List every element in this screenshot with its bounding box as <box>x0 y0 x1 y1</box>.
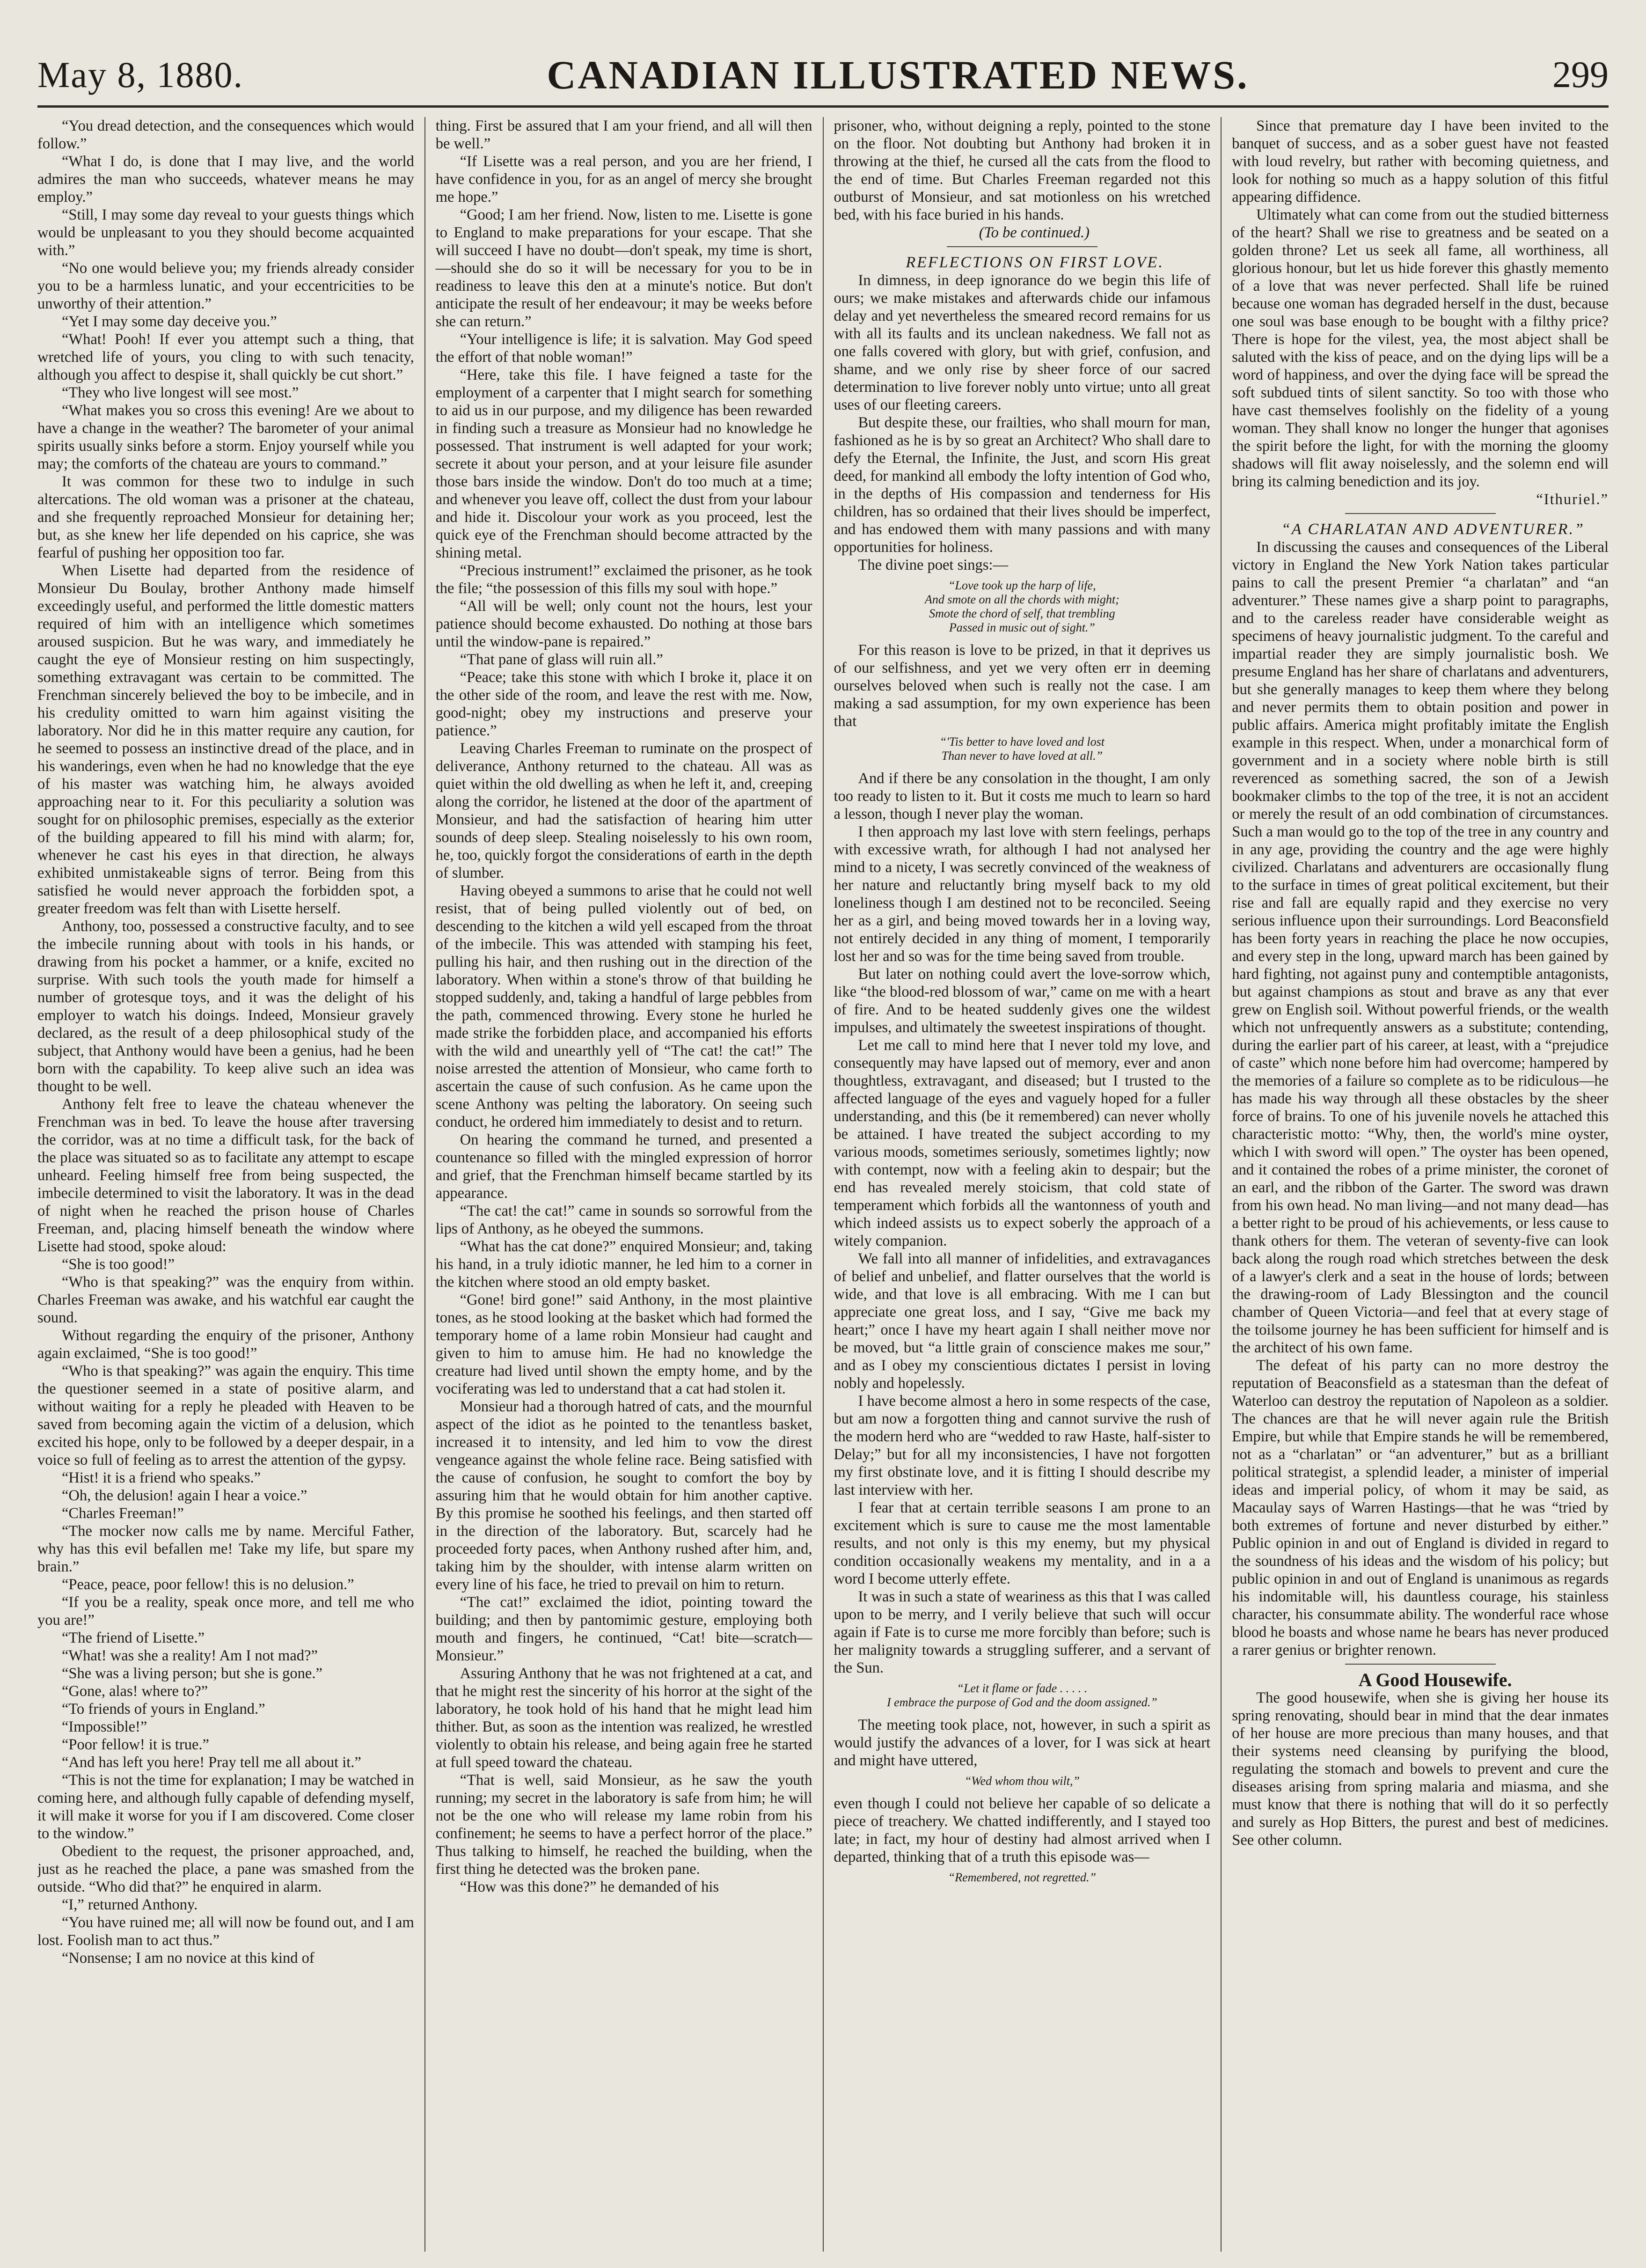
paragraph: thing. First be assured that I am your friend, and all will then be well.” <box>435 117 812 152</box>
verse-line: And smote on all the chords with might; <box>925 593 1119 606</box>
article-heading-charlatan: “A CHARLATAN AND ADVENTURER.” <box>1281 521 1585 538</box>
paragraph: “If you be a reality, speak once more, and tell me who you are!” <box>37 1594 414 1629</box>
masthead <box>37 44 1609 105</box>
paragraph: “To friends of yours in England.” <box>62 1701 265 1718</box>
paragraph: “The mocker now calls me by name. Merciful Father, why has this evil befallen me! Take my life, but spare my brain.” <box>37 1523 414 1575</box>
paragraph: I then approach my last love with stern feelings, perhaps with excessive wrath, for although I had not analysed her mind to a nicety, I was secretly convinced of the weakness of her nature and reluctantly bring myself back to my old loneliness though I am destined not to be reconciled. Seeing her as a girl, and being moved towards her in a loving way, not entirely decided in any thing of moment, I temporarily lost her and so was for the time being saved from trouble. <box>834 823 1211 965</box>
paragraph: “What! was she a reality! Am I not mad?” <box>62 1647 318 1664</box>
paragraph: “You have ruined me; all will now be found out, and I am lost. Foolish man to act thus.” <box>37 1914 414 1949</box>
paragraph: The defeat of his party can no more destroy the reputation of Beaconsfield as a statesman than the defeat of Waterloo can destroy the reputation of Napoleon as a soldier. The chances are that he will never again rule the British Empire, but while that Empire stands he will be remembered, not as a “charlatan” or “an adventurer,” but as a brilliant political strategist, a splendid leader, a minister of imperial ideas and imperial policy, of whom it may be said, as Macaulay says of Warren Hastings—that he was “tried by both extremes of fortune and never disturbed by either.” Public opinion in and out of England is divided in regard to the soundness of his ideas and the wisdom of his policy; but public opinion in and out of England is unanimous as regards his indomitable will, his dauntless courage, his stainless character, his consummate ability. The wonderful race whose blood he boasts and whose name he bears has never produced a rarer genius or brighter renown. <box>1232 1357 1609 1659</box>
column-2 <box>424 117 823 2252</box>
paragraph: In discussing the causes and consequences of the Liberal victory in England the New York Nation takes particular pains to call the present Premier “a charlatan” and “an adventurer.” These names give a sharp point to paragraphs, and to the careless reader have considerable weight as specimens of heavy journalistic judgment. To the careful and impartial reader they are simply journalistic bosh. We presume England has her share of charlatans and adventurers, but she generally manages to keep them where they belong and never permits them to obtain position and power in public affairs. America might profitably imitate the English example in this respect. When, under a monarchical form of government and in a society where noble birth is still reverenced as something sacred, the son of a Jewish bookmaker climbs to the top of the tree, it is not an accident or merely the result of an odd combination of circumstances. Such a man would go to the top of the tree in any country and in any age, providing the country and the age were highly civilized. Charlatans and adventurers are occasionally flung to the surface in times of great political excitement, but their rise and fall are equally rapid and they exercise no very serious influence upon their surroundings. Lord Beaconsfield has been forty years in reaching the place he now occupies, and every step in the long, upward march has been gained by hard fighting, not against puny and contemptible antagonists, but against champions as stout and brave as any that ever grew on English soil. Without powerful friends, or the wealth which not unfrequently answers as a substitute; contending, during the earlier part of his career, at least, with a “prejudice of caste” which none before him had overcome; hampered by the memories of a failure so complete as to be ridiculous—he has made his way through all these obstacles by the sheer force of brains. To one of his juvenile novels he attached this characteristic motto: “Why, then, the world's mine oyster, which I with sword will open.” The oyster has been opened, and it contained the robes of a prime minister, the coronet of an earl, and the ribbon of the Garter. The sword was drawn from his own head. No man living—and not many dead—has a better right to be proud of his achievements, or less cause to thank others for them. The veteran of seventy-five can look back along the rough road which stretches between the desk of a lawyer's clerk and a seat in the house of lords; between the drawing-room of Lady Blessington and the council chamber of Queen Victoria—and feel that at every stage of the toilsome journey he has been sufficient for himself and is the architect of his own fame. <box>1232 539 1609 1356</box>
masthead-rule <box>37 105 1609 108</box>
paragraph: Without regarding the enquiry of the prisoner, Anthony again exclaimed, “She is too good!” <box>37 1327 414 1362</box>
article-paragraph: even though I could not believe her capable of so delicate a piece of treachery. We chatted indifferently, and I stayed too late; in fact, my hour of destiny had almost arrived when I departed, thinking that of a truth this episode was— <box>834 1795 1211 1865</box>
newspaper-title: CANADIAN ILLUSTRATED NEWS. <box>547 52 1249 97</box>
paragraph: “Peace, peace, poor fellow! this is no delusion.” <box>62 1576 354 1593</box>
column-4 <box>1221 117 1609 2252</box>
article-paragraph: The meeting took place, not, however, in such a spirit as would justify the advances of a lover, for I was sick at heart and might have uttered, <box>834 1717 1211 1769</box>
verse-line: Passed in music out of sight.” <box>949 621 1095 634</box>
paragraph: “All will be well; only count not the hours, lest your patience should become exhausted. Do nothing at those bars until the window-pane is repaired.” <box>435 598 812 650</box>
paragraph: “What I do, is done that I may live, and the world admires the man who succeeds, whatever means he may employ.” <box>37 153 414 206</box>
columns <box>37 117 1609 2252</box>
verse-line: “Let it flame or fade . . . . . <box>957 1681 1088 1695</box>
paragraph: “Gone! bird gone!” said Anthony, in the most plaintive tones, as he stood looking at the basket which had formed the temporary home of a lame robin Monsieur had caught and given to him to amuse him. He had no knowledge the creature had lived until shown the empty home, and by the vociferating was led to understand that a cat had stolen it. <box>435 1292 812 1397</box>
article-paragraph: For this reason is love to be prized, in that it deprives us of our selfishness, and yet we very often err in deeming ourselves beloved when such is really not the case. I am making a sad assumption, for my own experience has been that <box>834 642 1211 730</box>
paragraph: Having obeyed a summons to arise that he could not well resist, that of being pulled violently out of bed, on descending to the kitchen a wild yell escaped from the throat of the imbecile. This was attended with stamping his feet, pulling his hair, and then rushing out in the direction of the laboratory. When within a stone's throw of that building he stopped suddenly, and, taking a handful of large pebbles from the path, commenced throwing. Every stone he hurled he made strike the forbidden place, and accompanied his efforts with the wild and unearthly yell of “The cat! the cat!” The noise arrested the attention of Monsieur, who came forth to ascertain the cause of such confusion. As he came upon the scene Anthony was pelting the laboratory. On seeing such conduct, he ordered him immediately to desist and to return. <box>435 882 812 1130</box>
verse-line: Smote the chord of self, that trembling <box>929 607 1115 620</box>
page-number: 299 <box>1552 54 1609 95</box>
paragraph: “That is well, said Monsieur, as he saw the youth running; my secret in the laboratory is safe from him; he will not be the one who will release my lame robin from his confinement; he seems to have a perfect horror of the place.” Thus talking to himself, he reached the building, when the first thing he detected was the broken pane. <box>435 1772 812 1878</box>
paragraph: “And has left you here! Pray tell me all about it.” <box>62 1754 361 1771</box>
paragraph: “She was a living person; but she is gone.” <box>62 1665 322 1682</box>
verse-line: “Wed whom thou wilt,” <box>964 1774 1080 1788</box>
advertisement-paragraph: The good housewife, when she is giving her house its spring renovating, should bear in mind that the dear inmates of her house are more precious than many houses, and that their systems need cleansing by purifying the blood, regulating the stomach and bowels to prevent and cure the diseases arising from spring malaria and miasma, and she must know that there is nothing that will do it so perfectly and surely as Hop Bitters, the purest and best of medicines. See other column. <box>1232 1689 1609 1849</box>
paragraph: “What has the cat done?” enquired Monsieur; and, taking his hand, in a truly idiotic manner, he led him to a corner in the kitchen where stood an old empty basket. <box>435 1238 812 1291</box>
verse-line: “Remembered, not regretted.” <box>948 1871 1096 1884</box>
author-signature: “Ithuriel.” <box>1536 491 1609 508</box>
section-divider <box>947 246 1097 247</box>
paragraph: Leaving Charles Freeman to ruminate on the prospect of deliverance, Anthony returned to the chateau. All was as quiet within the old dwelling as when he left it, and, creeping along the corridor, he listened at the door of the apartment of Monsieur, and had the satisfaction of hearing him utter sounds of deep sleep. Stealing noiselessly to his own room, he, too, quickly forgot the considerations of earth in the depth of slumber. <box>435 740 812 881</box>
paragraph: “This is not the time for explanation; I may be watched in coming here, and although fully capable of defending myself, it will make it worse for you if I am discovered. Come closer to the window.” <box>37 1772 414 1842</box>
paragraph: Obedient to the request, the prisoner approached, and, just as he reached the place, a pane was smashed from the outside. “Who did that?” he enquired in alarm. <box>37 1843 414 1895</box>
issue-date: May 8, 1880. <box>37 54 243 95</box>
paragraph: “Poor fellow! it is true.” <box>62 1736 209 1753</box>
verse-line: Than never to have loved at all.” <box>941 749 1103 763</box>
paragraph: “Your intelligence is life; it is salvation. May God speed the effort of that noble woman!” <box>435 331 812 366</box>
paragraph: Anthony felt free to leave the chateau whenever the Frenchman was in bed. To leave the house after traversing the corridor, was at no time a difficult task, for the back of the place was situated so as to facilitate any attempt to escape unheard. Feeling himself free from being suspected, the imbecile determined to visit the laboratory. It was in the dead of night when he reached the prison house of Charles Freeman, and, placing himself beneath the window where Lisette had stood, spoke aloud: <box>37 1096 414 1255</box>
paragraph: We fall into all manner of infidelities, and extravagances of belief and unbelief, and flatter ourselves that the world is wide, and that love is all embracing. With me I can but appreciate one great loss, and I say, “Give me back my heart;” once I have my heart again I shall neither move nor be moved, but “a little grain of conscience makes me sour,” and as I obey my conscientious dictates I persist in loving nobly and hopelessly. <box>834 1250 1211 1392</box>
column-1 <box>37 117 424 2252</box>
paragraph: “You dread detection, and the consequences which would follow.” <box>37 117 414 152</box>
paragraph: “The cat! the cat!” came in sounds so sorrowful from the lips of Anthony, as he obeyed the summons. <box>435 1203 812 1237</box>
verse-quote <box>834 1871 1211 1885</box>
paragraph: “Here, take this file. I have feigned a taste for the employment of a carpenter that I might search for something to aid us in our purpose, and my diligence has been rewarded in finding such a treasure as Monsieur had no knowledge he possessed. That instrument is well adapted for your work; secrete it about your person, and at your leisure file asunder those bars inside the window. Don't do too much at a time; and whenever you leave off, collect the dust from your labour and hide it. Discolour your work as you proceed, lest the quick eye of the Frenchman should become attracted by the shining metal. <box>435 367 812 561</box>
paragraph: “She is too good!” <box>62 1256 175 1273</box>
verse-quote <box>834 735 1211 763</box>
paragraph: Let me call to mind here that I never told my love, and consequently may have lapsed out of memory, ever and anon thoughtless, extravagant, and diseased; but I trusted to the affected language of the eyes and vaguely hoped for a fuller understanding, and this (be it remembered) can never wholly be attained. I have treated the subject according to my various moods, sometimes seriously, sometimes lightly; now with contempt, now with a feeling akin to despair; but the end has revealed merely stoicism, that cold state of temperament which forbids all the wantonness of youth and which indeed assists us to expect soberly the approach of a witely companion. <box>834 1037 1211 1249</box>
paragraph: Assuring Anthony that he was not frightened at a cat, and that he might rest the sincerity of his horror at the sight of the laboratory, he took hold of his hand that he might lead him thither. But, as soon as the intention was realized, he wrestled violently to obtain his release, and being again free he started at full speed toward the chateau. <box>435 1665 812 1771</box>
paragraph: “Who is that speaking?” was the enquiry from within. Charles Freeman was awake, and his watchful ear caught the sound. <box>37 1274 414 1326</box>
paragraph: It was in such a state of weariness as this that I was called upon to be merry, and I verily believe that such will occur again if Fate is to curse me more forcibly than before; such is her malignity towards a struggling sufferer, and a servant of the Sun. <box>834 1588 1211 1676</box>
paragraph: Since that premature day I have been invited to the banquet of success, and as a sober guest have not feasted with loud revelry, but rather with becoming quietness, and look for nothing so much as a happy solution of this fitful appearing diffidence. <box>1232 117 1609 206</box>
section-divider <box>1345 513 1496 514</box>
column-3 <box>823 117 1221 2252</box>
paragraph: “If Lisette was a real person, and you are her friend, I have confidence in you, for as an angel of mercy she brought me hope.” <box>435 153 812 206</box>
verse-quote <box>834 1774 1211 1788</box>
verse-line: “'Tis better to have loved and lost <box>939 735 1105 749</box>
section-divider <box>1345 1664 1496 1665</box>
paragraph: The divine poet sings:— <box>858 557 1008 573</box>
verse-quote <box>834 579 1211 635</box>
paragraph: “The friend of Lisette.” <box>62 1629 205 1646</box>
paragraph: When Lisette had departed from the residence of Monsieur Du Boulay, brother Anthony made himself exceedingly useful, and performed the little domestic matters required of him with an intelligence which sometimes aroused suspicion. But he was wary, and immediately he caught the eye of Monsieur resting on him suspectingly, something extravagant was certain to be committed. The Frenchman sincerely believed the boy to be imbecile, and in his credulity omitted to warn him against visiting the laboratory. Nor did he in this matter require any caution, for he seemed to possess an instinctive dread of the place, and in his wanderings, even when he had no knowledge that the eye of his master was watching him, he always avoided approaching near to it. For this peculiarity a solution was sought for on philosophic premises, especially as the exterior of the building appeared to fill his mind with alarm; for, whenever he cast his eyes in that direction, he always exhibited unmistakeable signs of terror. Being from this satisfied he would never approach the forbidden spot, a greater freedom was felt than with Lisette herself. <box>37 562 414 917</box>
verse-line: I embrace the purpose of God and the doom assigned.” <box>887 1695 1157 1709</box>
paragraph: “What! Pooh! If ever you attempt such a thing, that wretched life of yours, you cling to with such tenacity, although you affect to despise it, shall quickly be cut short.” <box>37 331 414 383</box>
paragraph: “Precious instrument!” exclaimed the prisoner, as he took the file; “the possession of this fills my soul with hope.” <box>435 562 812 597</box>
paragraph: On hearing the command he turned, and presented a countenance so filled with the mingled expression of horror and grief, that the Frenchman himself became startled by its appearance. <box>435 1131 812 1202</box>
paragraph: It was common for these two to indulge in such altercations. The old woman was a prisoner at the chateau, and she frequently reproached Monsieur for detaining her; but, as she knew her life depended on his caprice, she was fearful of pushing her opposition too far. <box>37 473 414 561</box>
paragraph: “The cat!” exclaimed the idiot, pointing toward the building; and then by pantomimic gesture, employing both mouth and fingers, he continued, “Cat! bite—scratch—Monsieur.” <box>435 1594 812 1664</box>
paragraph: But despite these, our frailties, who shall mourn for man, fashioned as he is by so great an Architect? Who shall dare to defy the Eternal, the Infinite, the Just, and scorn His great deed, for mankind all embody the lofty intention of God who, in the depths of His compassion and tenderness for His children, has so ordained that their lives should be imperfect, and has endowed them with many passions and with many opportunities for holiness. <box>834 414 1211 556</box>
paragraph: “Charles Freeman!” <box>62 1505 184 1522</box>
paragraph: I have become almost a hero in some respects of the case, but am now a forgotten thing and cannot survive the rush of the modern herd who are “wedded to raw Haste, half-sister to Delay;” but for all my inconsistencies, I have not forgotten my first obstinate love, and it is fitting I should describe my last interview with her. <box>834 1393 1211 1498</box>
story-ending: prisoner, who, without deigning a reply, pointed to the stone on the floor. Not doubting but Anthony had broken it in throwing at the thief, he cursed all the cats from the flood to the end of time. But Charles Freeman regarded not this outburst of Monsieur, and sat motionless on his wretched bed, with his face buried in his hands. <box>834 117 1211 223</box>
paragraph: “That pane of glass will ruin all.” <box>460 651 663 668</box>
article-heading-reflections: REFLECTIONS ON FIRST LOVE. <box>906 254 1164 271</box>
paragraph: I fear that at certain terrible seasons I am prone to an excitement which is sure to cause me the most lamentable results, and not only is this my enemy, but my physical condition occasionally weakens my mentality, and in a a word I become utterly effete. <box>834 1499 1211 1587</box>
paragraph: In dimness, in deep ignorance do we begin this life of ours; we make mistakes and afterwards chide our infamous delay and yet nevertheless the smeared record remains for us with all its faults and its unclean nakedness. We fall not as one falls covered with glory, but with grief, confusion, and shame, and we only rise by sheer force of our sacred determination to live forever nobly unto virtue; unto all great uses of our fleeting careers. <box>834 272 1211 413</box>
paragraph: “Nonsense; I am no novice at this kind of <box>62 1950 315 1967</box>
to-be-continued: (To be continued.) <box>979 224 1090 241</box>
paragraph: Ultimately what can come from out the studied bitterness of the heart? Shall we rise to greatness and be seated on a golden throne? Let us seek all fame, all worthiness, all glorious honour, but let us hide forever this ghastly memento of a love that was never perfected. Shall life be ruined because one woman has degraded herself in the dust, because one soul was base enough to be bought with a filthy price? There is hope for the vilest, yea, the most abject shall be saluted with the kiss of peace, and on the dying lips will be a word of happiness, and over the dying face will be spread the soft subdued tints of silent sanctity. So too with those who have cast themselves foolishly on the fidelity of a young woman. They shall know no longer the hunger that agonises the spirit before the light, for with the morning the gloomy shadows will flit away noiselessly, and the solemn end will bring its calming benediction and its joy. <box>1232 206 1609 490</box>
paragraph: “Gone, alas! where to?” <box>62 1683 208 1700</box>
paragraph: “How was this done?” he demanded of his <box>460 1879 719 1895</box>
paragraph: “What makes you so cross this evening! Are we about to have a change in the weather? The barometer of your animal spirits usually sinks before a storm. Enjoy yourself while you may; the comforts of the chateau are yours to command.” <box>37 402 414 472</box>
paragraph: And if there be any consolation in the thought, I am only too ready to listen to it. But it costs me much to learn so hard a lesson, though I never play the woman. <box>834 770 1211 822</box>
paragraph: “Who is that speaking?” was again the enquiry. This time the questioner seemed in a state of positive alarm, and without waiting for a reply he pleaded with Heaven to be saved from becoming again the victim of a delusion, which excited his hope, only to be followed by a deeper despair, in a voice so full of feeling as to arrest the attention of the gypsy. <box>37 1363 414 1468</box>
paragraph: “I,” returned Anthony. <box>62 1896 198 1913</box>
verse-line: “Love took up the harp of life, <box>948 579 1096 592</box>
article-heading-housewife: A Good Housewife. <box>1358 1669 1512 1690</box>
paragraph: “Peace; take this stone with which I broke it, place it on the other side of the room, and leave the rest with me. Now, good-night; obey my instructions and preserve your patience.” <box>435 669 812 739</box>
paragraph: But later on nothing could avert the love-sorrow which, like “the blood-red blossom of war,” came on me with a heart of fire. And to be heated suddenly gives one the wildest impulses, and ultimately the sweetest inspirations of thought. <box>834 966 1211 1036</box>
paragraph: “No one would believe you; my friends already consider you to be a harmless lunatic, and your eccentricities to be unworthy of their attention.” <box>37 260 414 312</box>
verse-quote <box>834 1681 1211 1710</box>
paragraph: “They who live longest will see most.” <box>62 384 299 401</box>
paragraph: “Impossible!” <box>62 1718 147 1735</box>
paragraph: “Oh, the delusion! again I hear a voice.” <box>62 1487 307 1504</box>
paragraph: “Yet I may some day deceive you.” <box>62 313 277 330</box>
paragraph: “Still, I may some day reveal to your guests things which would be unpleasant to you they should become acquainted with.” <box>37 206 414 259</box>
paragraph: “Good; I am her friend. Now, listen to me. Lisette is gone to England to make preparations for your escape. That she will succeed I have no doubt—don't speak, my time is short,—should she do so it will be necessary for you to be in readiness to leave this den at a minute's notice. But don't anticipate the result of her endeavour; it may be weeks before she can return.” <box>435 206 812 330</box>
paragraph: Monsieur had a thorough hatred of cats, and the mournful aspect of the idiot as he pointed to the tenantless basket, increased it to intensity, and led him to vow the direst vengeance against the whole feline race. Being satisfied with the cause of confusion, he sought to comfort the boy by assuring him that he would obtain for him another captive. By this promise he soothed his feelings, and then started off in the direction of the laboratory. But, scarcely had he proceeded forty paces, when Anthony rushed after him, and, taking him by the shoulder, with intense alarm written on every line of his face, he tried to prevail on him to return. <box>435 1398 812 1593</box>
paragraph: “Hist! it is a friend who speaks.” <box>62 1469 261 1486</box>
paragraph: Anthony, too, possessed a constructive faculty, and to see the imbecile running about with tools in his hands, or drawing from his pocket a hammer, or a knife, excited no surprise. With such tools the youth made for himself a number of grotesque toys, and it was the delight of his employer to watch his doings. Indeed, Monsieur gravely declared, as the result of a deep philosophical study of the subject, that Anthony would have been a genius, had he been born with the capability. To keep alive such an idea was thought to be well. <box>37 918 414 1095</box>
